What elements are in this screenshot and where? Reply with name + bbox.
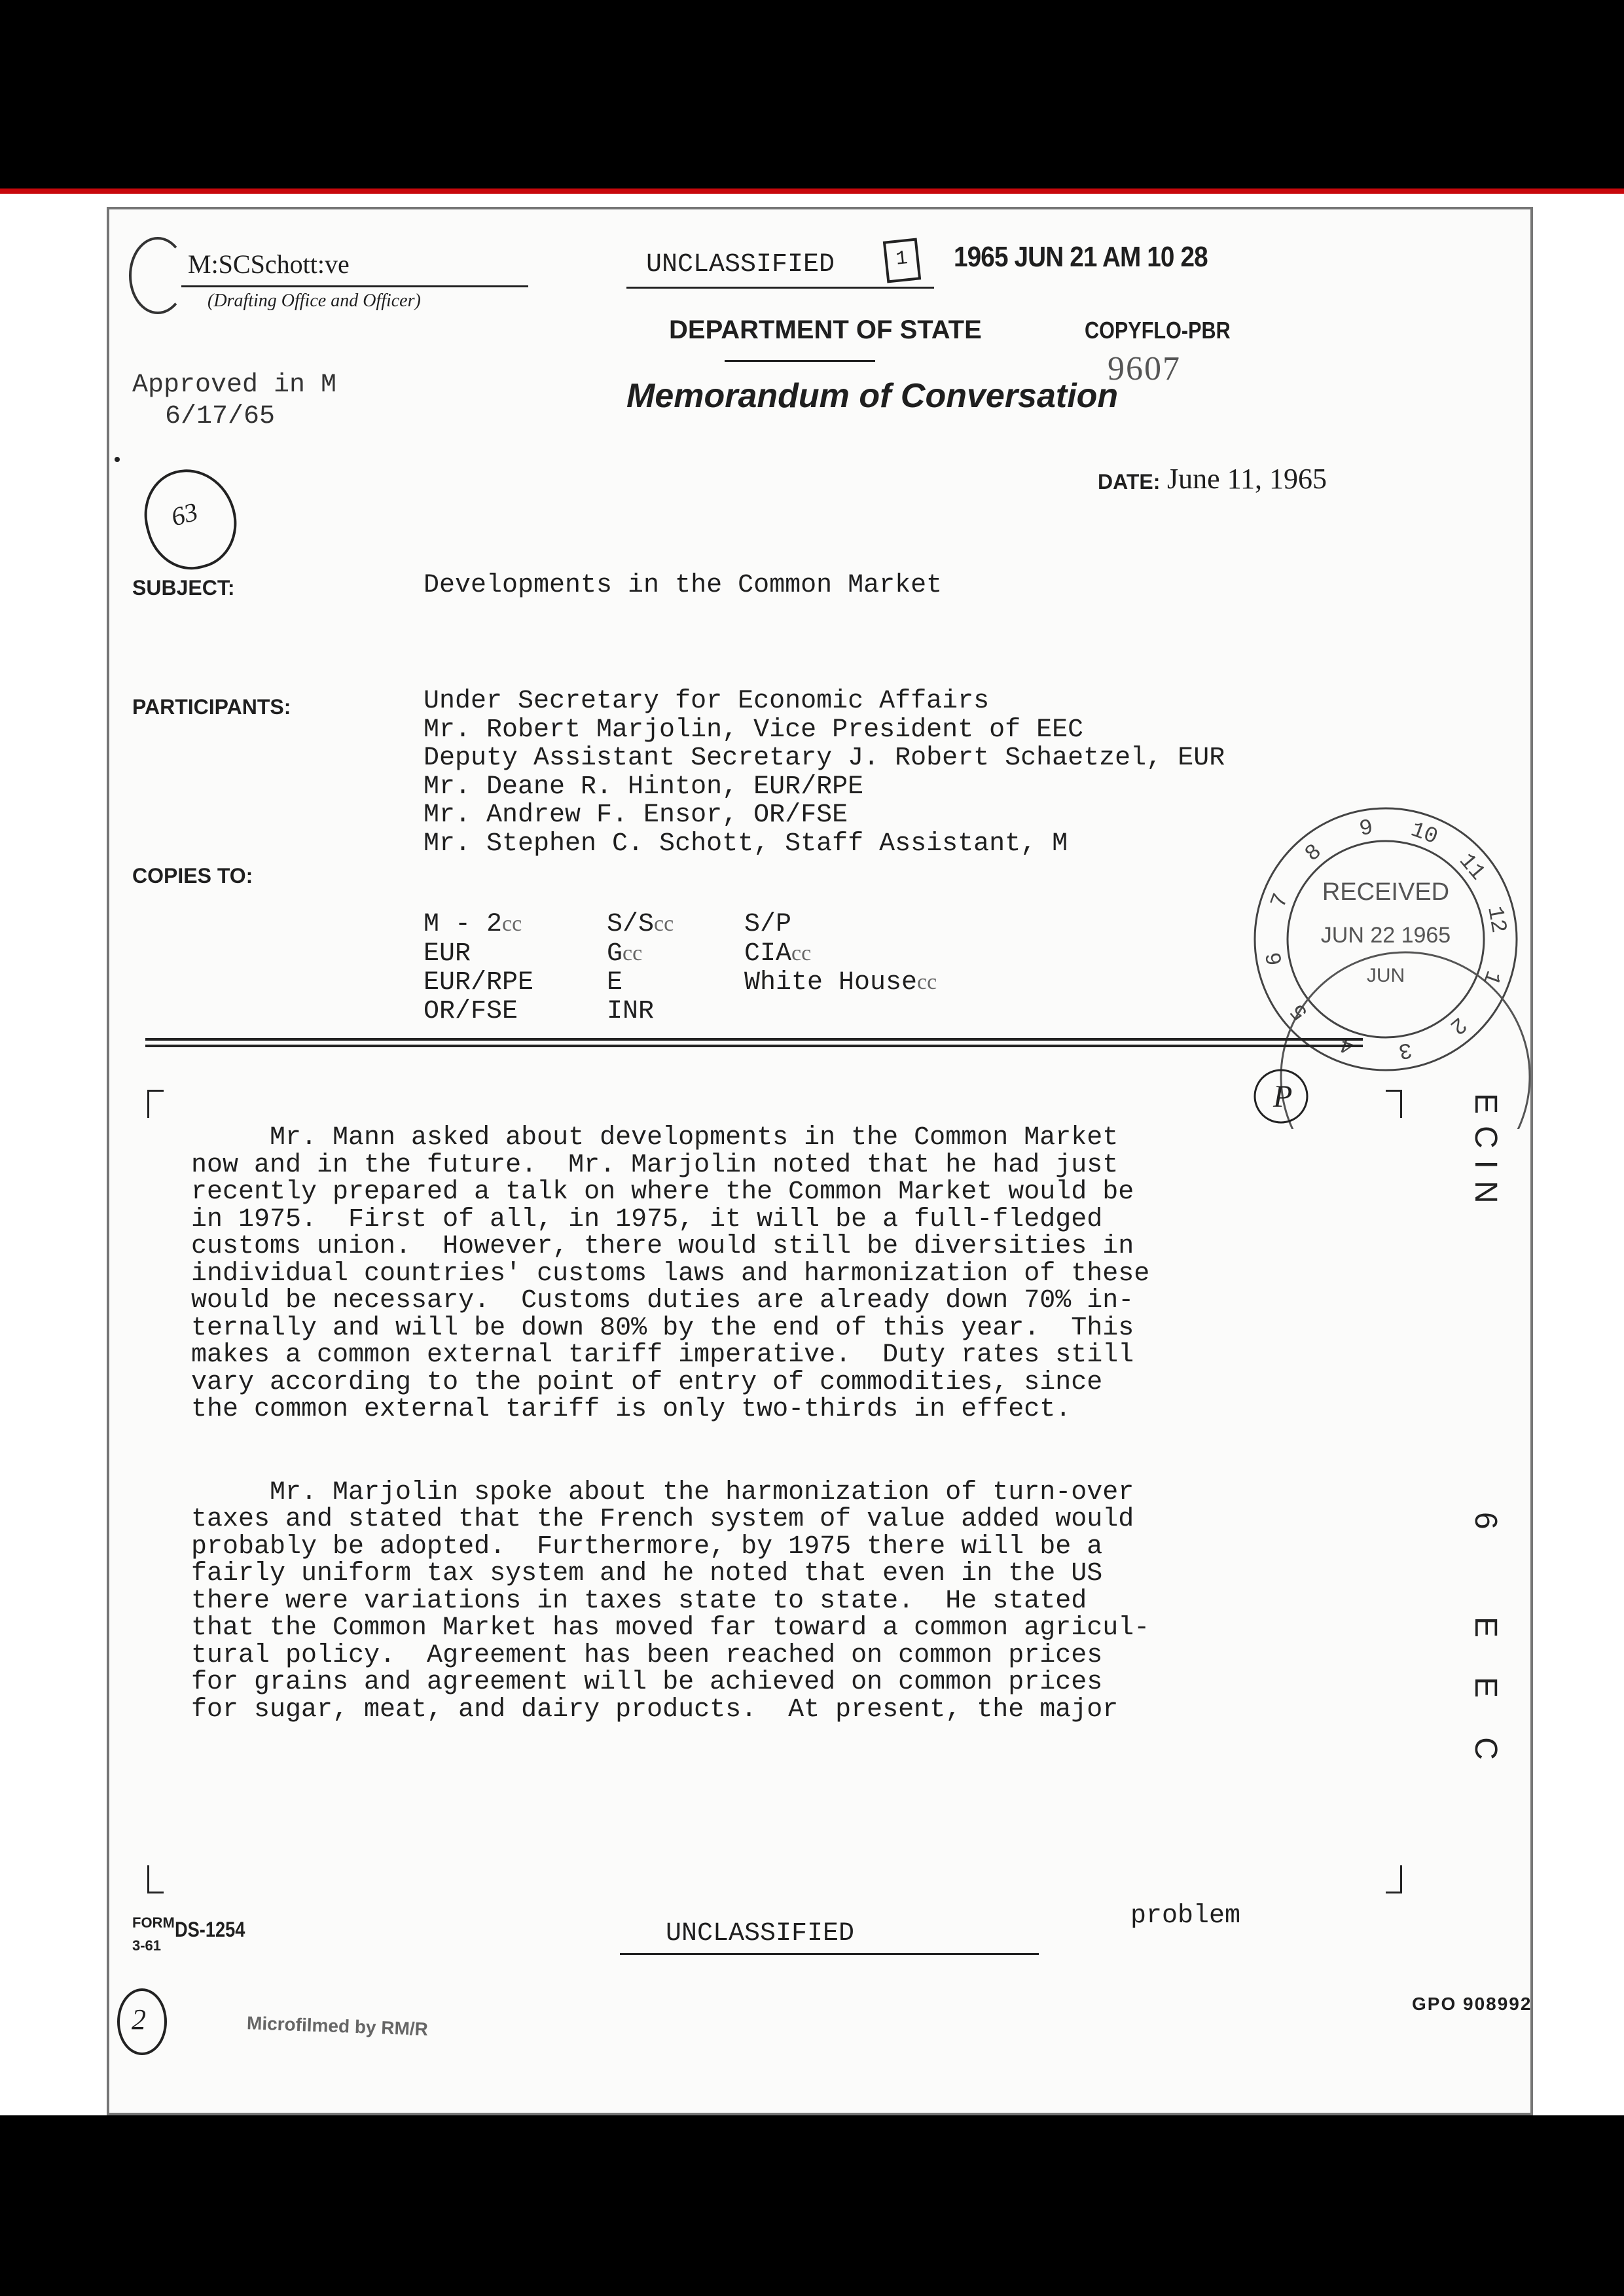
copies-office: OR/FSE [424,996,518,1026]
copyflo-stamp: COPYFLO-PBR [1085,317,1231,344]
body-line: Mr. Marjolin spoke about the harmonization of turn-over [191,1477,1134,1507]
copies-office: INR [607,996,655,1026]
body-line: customs union. However, there would still be diversities in [191,1232,1134,1261]
gpo-number: GPO 908992 [1412,1994,1532,2014]
received-stamp [1235,802,1562,1129]
stamp-ring-number: 4 [1337,1030,1358,1058]
body-line: recently prepared a talk on where the Common Market would be [191,1177,1134,1207]
continued-word: problem [1130,1901,1241,1931]
form-label: FORM [132,1914,175,1931]
participants-label: PARTICIPANTS: [132,695,291,719]
body-line: now and in the future. Mr. Marjolin noted that he had just [191,1150,1119,1180]
corner-mark [147,1865,164,1893]
body-line: ternally and will be down 80% by the end of this year. This [191,1313,1134,1343]
form-date: 3-61 [132,1937,162,1954]
drafter-rule [181,285,528,287]
subject-label: SUBJECT: [132,576,235,600]
copies-office: CIA [744,939,792,969]
corner-mark [1386,1090,1402,1118]
document-number: 9607 [1108,350,1181,387]
participants-list [424,687,1225,858]
body-line: in 1975. First of all, in 1975, it will be a full-fledged [191,1204,1103,1234]
top-black-band [0,0,1624,190]
body-line: Mr. Mann asked about developments in the Common Market [191,1123,1119,1153]
copies-office: E [607,968,623,997]
copies-cell [424,997,607,1026]
corner-mark [147,1090,164,1118]
body-line: the common external tariff is only two-thirds in effect. [191,1395,1072,1424]
copies-office: EUR [424,939,471,969]
paragraph-2 [191,1479,1149,1724]
drafter-line: M:SCSchott:ve [188,249,350,279]
participant-item: Deputy Assistant Secretary J. Robert Schaetzel, EUR [424,744,1225,773]
copies-cell [744,939,811,969]
copies-row [424,968,937,997]
department-rule [725,360,875,362]
body-line: individual countries' customs laws and harmonization of these [191,1259,1150,1289]
paragraph-gap [191,1424,1149,1479]
copies-row [424,910,937,939]
body-line: fairly uniform tax system and he noted that even in the US [191,1559,1103,1588]
copies-cc-mark: cc [917,970,937,994]
stamp-ring-number: 6 [1262,950,1290,968]
participant-item: Under Secretary for Economic Affairs [424,687,990,716]
copies-cell [424,968,607,997]
stamp-received-label: RECEIVED [1322,878,1450,906]
copies-grid [424,910,937,1026]
stamp-initial: P [1273,1079,1293,1114]
handwritten-circle-note [134,459,247,579]
copies-cell [744,910,791,939]
section-divider [145,1045,1363,1047]
stamp-ring-number: 11 [1453,849,1490,886]
body-line: tural policy. Agreement has been reached on common prices [191,1640,1103,1670]
stamp-ring-number: 7 [1267,890,1295,912]
copies-cell [607,997,744,1026]
margin-note-top: ECIN [1468,1093,1503,1215]
copies-row [424,997,937,1026]
copies-cc-mark: cc [623,941,643,965]
participant-item: Mr. Deane R. Hinton, EUR/RPE [424,772,864,802]
stamp-ring-number: 2 [1444,1011,1471,1039]
memo-body [191,1124,1149,1723]
page-number: 2 [132,2003,146,2036]
form-number: DS-1254 [175,1918,245,1941]
body-line: there were variations in taxes state to state. He stated [191,1586,1087,1616]
copies-office: EUR/RPE [424,968,534,997]
stamp-date: JUN 22 1965 [1320,923,1451,948]
top-red-line [0,188,1624,194]
copies-cell [607,939,744,969]
approved-date: 6/17/65 [165,402,276,431]
corner-mark [1386,1865,1402,1893]
stamp-ring-number: 3 [1396,1035,1415,1063]
drafter-loop-mark [129,237,187,314]
paragraph-1 [191,1124,1149,1424]
participant-item: Mr. Andrew F. Ensor, OR/FSE [424,800,848,830]
copies-cell [607,910,744,939]
body-line: taxes and stated that the French system of value added would [191,1505,1134,1534]
ink-dot [115,457,120,462]
copies-cell [744,968,937,997]
copies-row [424,939,937,969]
classification-bottom: UNCLASSIFIED [666,1919,855,1948]
received-timestamp: 1965 JUN 21 AM 10 28 [954,241,1208,273]
body-line: makes a common external tariff imperative. Duty rates still [191,1340,1134,1370]
copies-cc-mark: cc [791,941,812,965]
participant-item: Mr. Stephen C. Schott, Staff Assistant, M [424,829,1068,859]
stamp-inner-label: JUN [1366,965,1405,986]
stamp-ring-number: 9 [1357,816,1375,843]
copies-cell [424,910,607,939]
stamp-ring-number: 8 [1301,839,1327,868]
copies-cc-mark: cc [502,912,522,936]
stamp-ring-number: 12 [1481,904,1511,935]
copies-cc-mark: cc [654,912,674,936]
handwritten-note: 63 [168,496,201,532]
classification-bottom-rule [620,1953,1039,1955]
classification-top: UNCLASSIFIED [646,250,835,279]
document-page [107,207,1533,2115]
stamp-ring-number: 10 [1407,817,1441,851]
body-line: vary according to the point of entry of commodities, since [191,1367,1103,1397]
drafter-caption: (Drafting Office and Officer) [208,291,421,311]
date-value: June 11, 1965 [1167,463,1327,495]
participant-item: Mr. Robert Marjolin, Vice President of EEC [424,715,1084,745]
date-label: DATE: [1098,470,1161,493]
stamp-ring-number: 1 [1477,967,1505,988]
body-line: would be necessary. Customs duties are already down 70% in- [191,1286,1134,1316]
body-line: for sugar, meat, and dairy products. At present, the major [191,1695,1119,1725]
copies-cell [607,968,744,997]
department-heading: DEPARTMENT OF STATE [669,315,982,344]
subject-value: Developments in the Common Market [424,571,943,600]
copies-cell [424,939,607,969]
page-number-circle [117,1988,167,2055]
memo-title: Memorandum of Conversation [626,377,1119,415]
microfilm-stamp: Microfilmed by RM/R [246,2013,429,2039]
copies-office: M - 2 [424,910,503,939]
copies-office: G [607,939,623,969]
copies-office: S/S [607,910,655,939]
stamp-ring-number: 5 [1286,997,1314,1024]
margin-note-bottom: 6 EEC [1468,1512,1503,1799]
body-line: probably be adopted. Furthermore, by 1975 there will be a [191,1532,1103,1562]
body-line: that the Common Market has moved far toward a common agricul- [191,1613,1150,1643]
copies-label: COPIES TO: [132,864,253,888]
approved-line: Approved in M [132,370,337,400]
copies-office: S/P [744,910,792,939]
bottom-black-band [0,2115,1624,2296]
copies-office: White House [744,968,918,997]
classification-top-rule [626,287,934,289]
body-line: for grains and agreement will be achieved on common prices [191,1668,1103,1697]
section-divider [145,1038,1363,1041]
box-number: 1 [883,238,921,283]
